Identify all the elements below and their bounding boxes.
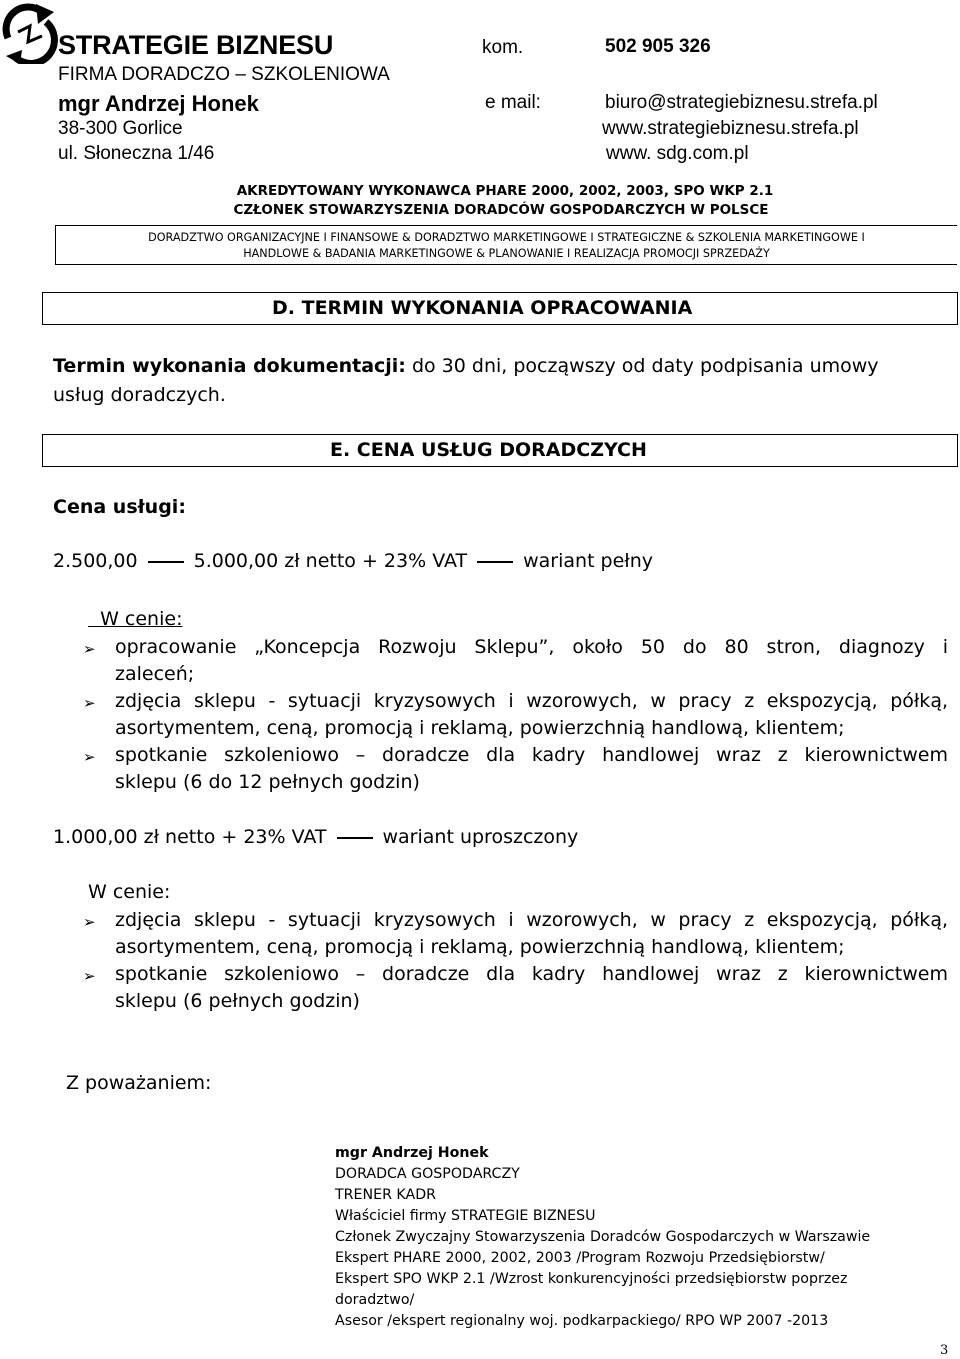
arrow-bullet-icon: ➢ bbox=[83, 967, 96, 985]
signature-line: Ekspert SPO WKP 2.1 /Wzrost konkurencyjności przedsiębiorstw poprzez bbox=[335, 1271, 848, 1287]
email-address[interactable]: biuro@strategiebiznesu.strefa.pl bbox=[605, 92, 878, 113]
list-item-line: zdjęcia sklepu - sytuacji kryzysowych i wzorowych, w pracy z ekspozycją, półką, bbox=[115, 909, 948, 931]
accreditation-line-1: AKREDYTOWANY WYKONAWCA PHARE 2000, 2002, 2003, SPO WKP 2.1 bbox=[236, 183, 774, 199]
company-logo bbox=[2, 2, 58, 64]
arrow-bullet-icon: ➢ bbox=[83, 640, 96, 658]
website-link[interactable]: www.strategiebiznesu.strefa.pl bbox=[602, 118, 859, 139]
company-name: STRATEGIE BIZNESU bbox=[58, 30, 334, 60]
arrow-bullet-icon: ➢ bbox=[83, 913, 96, 931]
signature-line: Członek Zwyczajny Stowarzyszenia Doradców Gospodarczych w Warszawie bbox=[335, 1229, 871, 1245]
list-item-line: asortymentem, ceną, promocją i reklamą, powierzchnią handlową, klientem; bbox=[115, 717, 845, 739]
phone-label: kom. bbox=[482, 37, 524, 58]
postcode-city: 38-300 Gorlice bbox=[58, 118, 183, 139]
signature-line: doradztwo/ bbox=[335, 1292, 415, 1308]
signature-line: Właściciel firmy STRATEGIE BIZNESU bbox=[335, 1208, 596, 1224]
accreditation-line-2: CZŁONEK STOWARZYSZENIA DORADCÓW GOSPODARCZYCH W POLSCE bbox=[233, 202, 769, 218]
full-variant-price bbox=[53, 550, 653, 572]
signature-line: Ekspert PHARE 2000, 2002, 2003 /Program Rozwoju Przedsiębiorstw/ bbox=[335, 1250, 825, 1266]
includes-label: W cenie: bbox=[100, 608, 183, 630]
price-b: 5.000,00 zł netto + 23% VAT bbox=[193, 550, 468, 572]
firm-type: FIRMA DORADCZO – SZKOLENIOWA bbox=[58, 64, 390, 85]
signature-line: Asesor /ekspert regionalny woj. podkarpackiego/ RPO WP 2007 -2013 bbox=[335, 1313, 829, 1329]
variant-name: wariant pełny bbox=[523, 550, 653, 572]
list-item-line: sklepu (6 do 12 pełnych godzin) bbox=[115, 771, 420, 793]
page-number: 3 bbox=[940, 1343, 949, 1358]
dash bbox=[477, 561, 513, 563]
services-box bbox=[55, 225, 957, 265]
signature-name: mgr Andrzej Honek bbox=[335, 1145, 489, 1161]
list-item-line: opracowanie „Koncepcja Rozwoju Sklepu”, około 50 do 80 stron, diagnozy i bbox=[115, 636, 948, 658]
section-d-title: D. TERMIN WYKONANIA OPRACOWANIA bbox=[42, 292, 958, 325]
section-e-title: E. CENA USŁUG DORADCZYCH bbox=[42, 434, 958, 467]
list-item-line: spotkanie szkoleniowo – doradcze dla kadry handlowej wraz z kierownictwem bbox=[115, 744, 948, 766]
term-line bbox=[53, 355, 879, 377]
list-item-line: zdjęcia sklepu - sytuacji kryzysowych i wzorowych, w pracy z ekspozycją, półką, bbox=[115, 690, 948, 712]
price-a: 2.500,00 bbox=[53, 550, 138, 572]
term-text: do 30 dni, począwszy od daty podpisania umowy bbox=[405, 355, 879, 377]
term-line-2: usług doradczych. bbox=[53, 384, 226, 406]
includes-label: W cenie: bbox=[88, 881, 171, 903]
list-item-line: asortymentem, ceną, promocją i reklamą, powierzchnią handlową, klientem; bbox=[115, 936, 845, 958]
dash bbox=[148, 561, 184, 563]
term-label: Termin wykonania dokumentacji: bbox=[53, 355, 406, 377]
website-link-2[interactable]: www. sdg.com.pl bbox=[606, 143, 749, 164]
street-address: ul. Słoneczna 1/46 bbox=[58, 143, 215, 164]
dash bbox=[337, 837, 373, 839]
signature-line: DORADCA GOSPODARCZY bbox=[335, 1166, 520, 1182]
variant-name: wariant uproszczony bbox=[382, 826, 579, 848]
list-item-line: sklepu (6 pełnych godzin) bbox=[115, 990, 360, 1012]
closing-text: Z poważaniem: bbox=[66, 1072, 212, 1094]
arrow-bullet-icon: ➢ bbox=[83, 748, 96, 766]
services-line-1: DORADZTWO ORGANIZACYJNE I FINANSOWE & DORADZTWO MARKETINGOWE I STRATEGICZNE & SZKOLENIA MARKETINGOWE I bbox=[148, 231, 865, 244]
signature-line: TRENER KADR bbox=[335, 1187, 436, 1203]
arrow-bullet-icon: ➢ bbox=[83, 694, 96, 712]
email-label: e mail: bbox=[485, 92, 541, 113]
simple-variant-price bbox=[53, 826, 578, 848]
list-item-line: zaleceń; bbox=[115, 663, 195, 685]
owner-name: mgr Andrzej Honek bbox=[58, 91, 259, 116]
phone-number: 502 905 326 bbox=[605, 36, 711, 57]
price-label: Cena usługi: bbox=[53, 496, 186, 518]
price: 1.000,00 zł netto + 23% VAT bbox=[53, 826, 327, 848]
list-item-line: spotkanie szkoleniowo – doradcze dla kadry handlowej wraz z kierownictwem bbox=[115, 963, 948, 985]
services-line-2: HANDLOWE & BADANIA MARKETINGOWE & PLANOWANIE I REALIZACJA PROMOCJI SPRZEDAŻY bbox=[243, 247, 770, 260]
